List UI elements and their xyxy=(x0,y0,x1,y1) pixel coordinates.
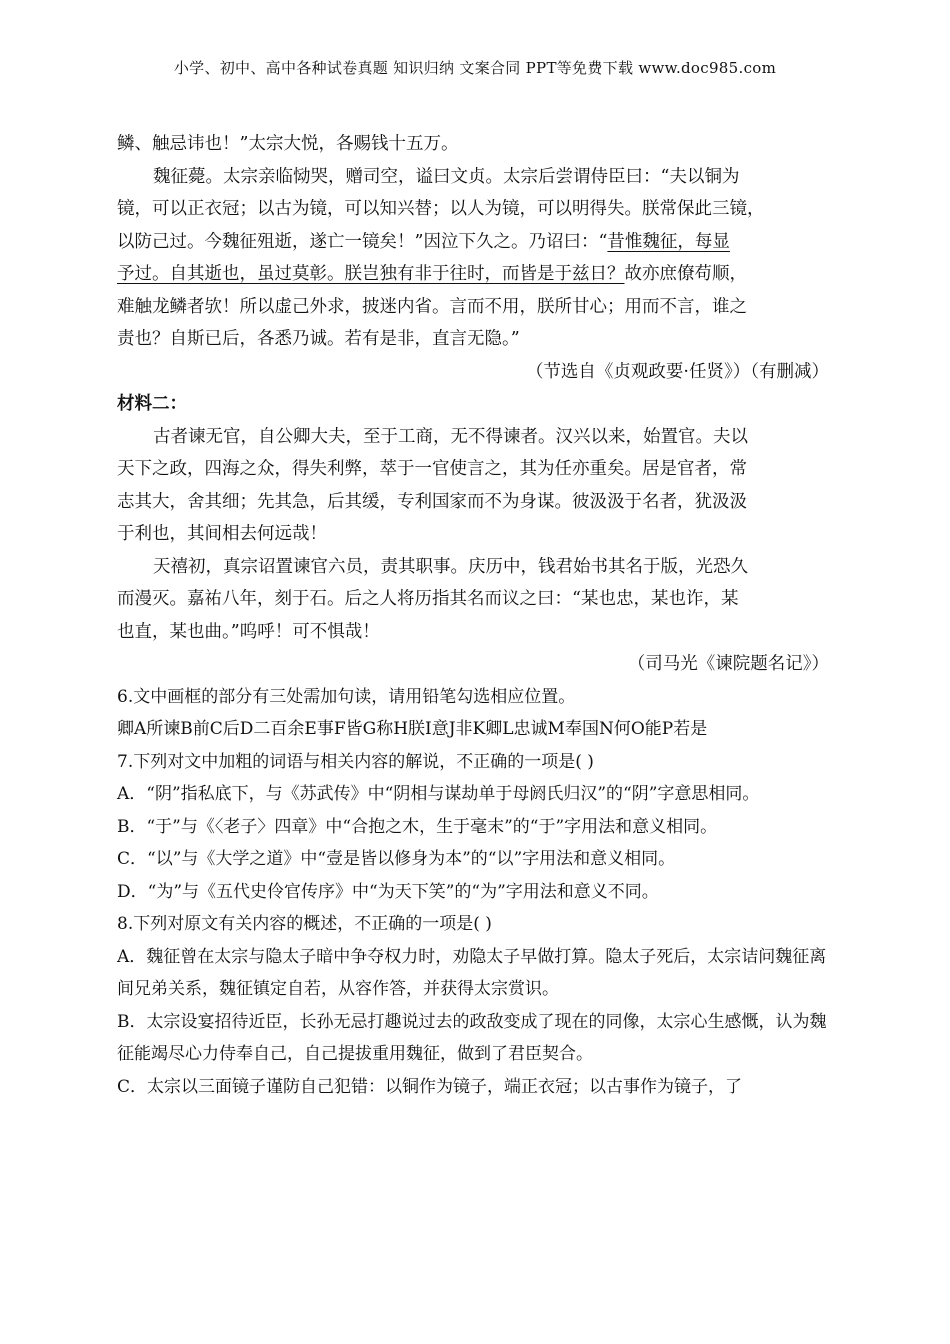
text-line: 天下之政，四海之众，得失利弊，萃于一官使言之，其为任亦重矣。居是官者，常 xyxy=(117,459,747,479)
page-header: 小学、初中、高中各种试卷真题 知识归纳 文案合同 PPT等免费下载 www.doc985.com xyxy=(173,59,777,77)
question-8-stem: 8.下列对原文有关内容的概述，不正确的一项是( ) xyxy=(117,914,492,934)
source-citation: （司马光《谏院题名记》） xyxy=(627,654,829,674)
text-segment: 以防己过。今魏征殂逝，遂亡一镜矣！”因泣下久之。乃诏曰：“ xyxy=(117,231,608,252)
text-line: 魏征薨。太宗亲临恸哭，赠司空，谥曰文贞。太宗后尝谓侍臣曰：“夫以铜为 xyxy=(153,166,740,187)
underlined-text: 昔惟魏征，每显 xyxy=(607,231,730,252)
question-6-stem: 6.文中画框的部分有三处需加句读，请用铅笔勾选相应位置。 xyxy=(117,686,576,707)
text-line: 于利也，其间相去何远哉！ xyxy=(117,524,327,544)
question-7-stem: 7.下列对文中加粗的词语与相关内容的解说，不正确的一项是( ) xyxy=(117,751,594,772)
questions xyxy=(117,681,837,1104)
section-title: 材料二： xyxy=(117,394,187,414)
text-line: 古者谏无官，自公卿大夫，至于工商，无不得谏者。汉兴以来，始置官。夫以 xyxy=(153,426,748,447)
text-line: 镜，可以正衣冠；以古为镜，可以知兴替；以人为镜，可以明得失。朕常保此三镜， xyxy=(117,199,765,219)
underlined-text: 予过。自其逝也，虽过莫彰。朕岂独有非于往时，而皆是于兹日？ xyxy=(117,264,625,284)
text-line: 难触龙鳞者欤！所以虚己外求，披迷内省。言而不用，朕所甘心；用而不言，谁之 xyxy=(117,296,747,317)
text-segment: 故亦庶僚苟顺， xyxy=(624,264,747,284)
text-line: 天禧初，真宗诏置谏官六员，责其职事。庆历中，钱君始书其名于版，光恐久 xyxy=(153,556,748,577)
source-citation: （节选自《贞观政要·任贤》）（有删减） xyxy=(525,361,829,382)
text-line: 责也？自斯已后，各悉乃诚。若有是非，直言无隐。” xyxy=(117,329,520,349)
question-7-option-b: B．“于”与《〈老子〉四章》中“合抱之木，生于毫末”的“于”字用法和意义相同。 xyxy=(117,816,718,837)
text-line xyxy=(117,226,837,259)
document-body xyxy=(117,128,837,1103)
text-line xyxy=(117,258,837,291)
question-8-option-c: C．太宗以三面镜子谨防自己犯错：以铜作为镜子，端正衣冠；以古事作为镜子，了 xyxy=(117,1076,743,1097)
text-line: 而漫灭。嘉祐八年，刻于石。后之人将历指其名而议之曰：“某也忠，某也诈，某 xyxy=(117,589,739,609)
passage-2 xyxy=(117,421,837,681)
question-7-option-c: C．“以”与《大学之道》中“壹是皆以修身为本”的“以”字用法和意义相同。 xyxy=(117,849,676,869)
text-line: 鳞、触忌讳也！”太宗大悦，各赐钱十五万。 xyxy=(117,134,459,154)
question-8-option-a: A．魏征曾在太宗与隐太子暗中争夺权力时，劝隐太子早做打算。隐太子死后，太宗诘问魏征离间兄弟关系，魏征镇定自若，从容作答，并获得太宗赏识。 xyxy=(117,946,827,999)
passage-1 xyxy=(117,128,837,388)
question-6-options: 卿A所谏B前C后D二百余E事F皆G称H朕I意J非K卿L忠诚M奉国N何O能P若是 xyxy=(117,719,708,739)
text-line: 也直，某也曲。”呜呼！可不惧哉！ xyxy=(117,621,380,642)
text-line: 志其大，舍其细；先其急，后其缓，专利国家而不为身谋。彼汲汲于名者，犹汲汲 xyxy=(117,491,747,512)
question-7-option-a: A．“阴”指私底下，与《苏武传》中“阴相与谋劫单于母阏氏归汉”的“阴”字意思相同。 xyxy=(117,784,760,804)
question-7-option-d: D．“为”与《五代史伶官传序》中“为天下笑”的“为”字用法和意义不同。 xyxy=(117,881,659,902)
question-8-option-b: B．太宗设宴招待近臣，长孙无忌打趣说过去的政敌变成了现在的同像，太宗心生感慨，认为魏征能竭尽心力侍奉自己，自己提拔重用魏征，做到了君臣契合。 xyxy=(117,1011,827,1064)
